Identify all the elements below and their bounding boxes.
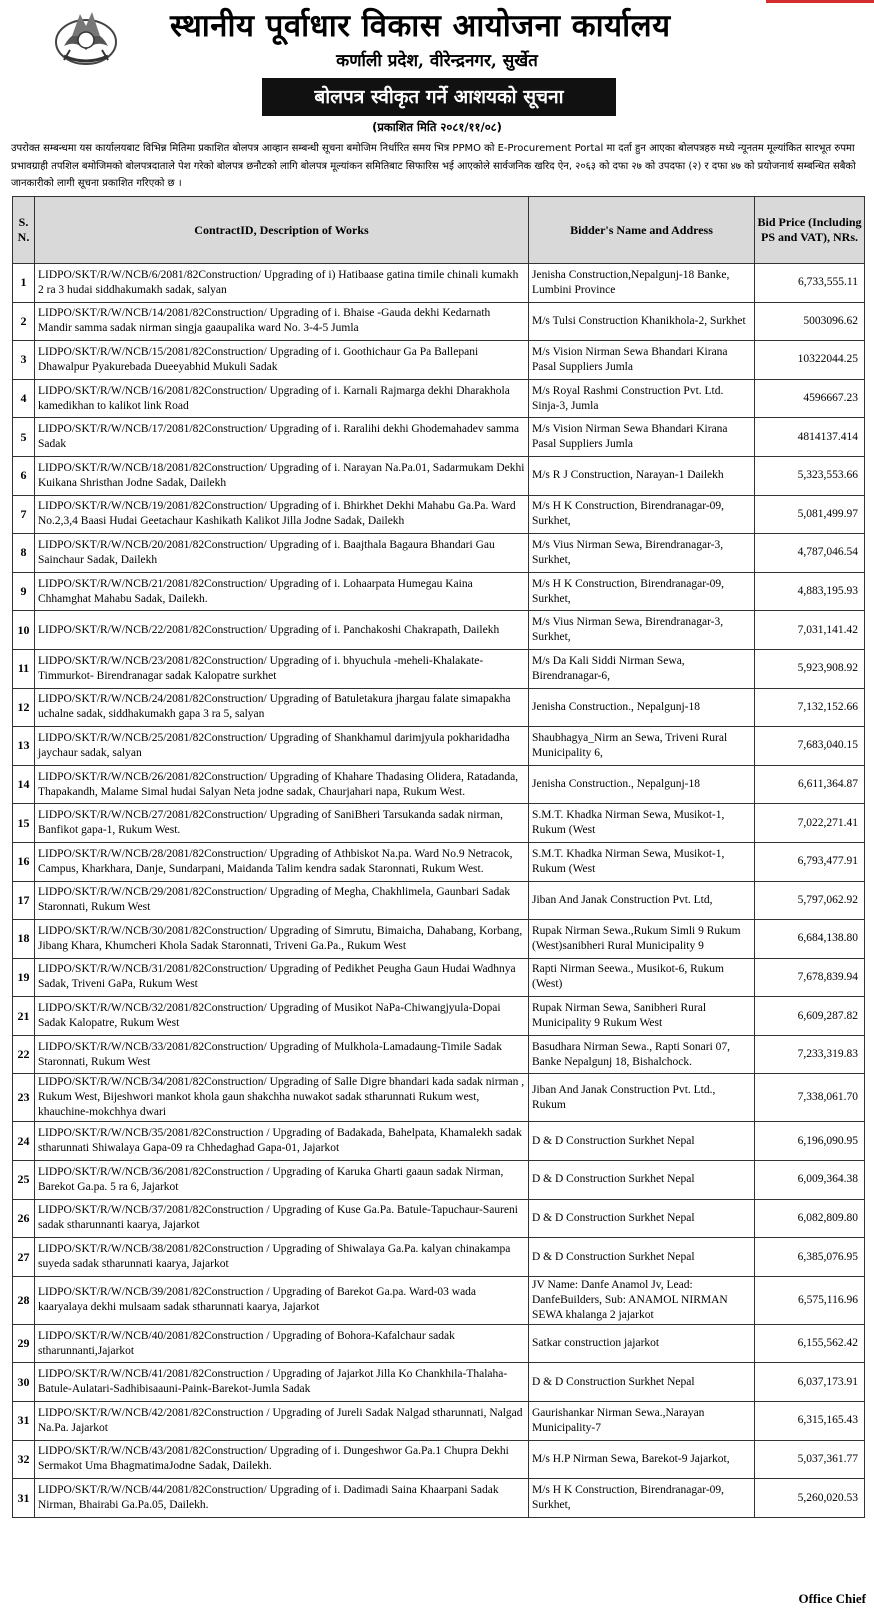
row-sn: 16	[13, 842, 35, 881]
row-bidder: M/s Vius Nirman Sewa, Birendranagar-3, Surkhet,	[529, 534, 755, 573]
row-sn: 7	[13, 495, 35, 534]
row-contract: LIDPO/SKT/R/W/NCB/16/2081/82Construction/ Upgrading of i. Karnali Rajmarga dekhi Dharakhola kamedikhan to kalikot link Road	[35, 379, 529, 418]
intro-paragraph: उपरोक्त सम्बन्धमा यस कार्यालयबाट विभिन्न मितिमा प्रकाशित बोलपत्र आव्हान सम्बन्धी सूचना बमोजिम निर्धारित समय भित्र PPMO को E-Procurement Portal मा दर्ता हुन आएका बोलपत्रहरु मध्ये न्यूनतम मूल्यांकित सारभूत रुपमा प्रभावग्राही तपशिल बमोजिमको बोलपत्रदाताले पेश गरेको बोलपत्र छनौटको लागि बोलपत्र मूल्यांकन समितिबाट सिफारिस भई आएकोले सार्वजनिक खरिद ऐन, २०६३ को दफा २७ को उपदफा (२) र दफा ४७ को प्रयोजनार्थ सम्बन्धित सबैको जानकारीको लागी सूचना प्रकाशित गरिएको छ ।	[11, 143, 856, 189]
row-contract: LIDPO/SKT/R/W/NCB/33/2081/82Construction/ Upgrading of Mulkhola-Lamadaung-Timile Sadak Staronnati, Rukum West	[35, 1035, 529, 1074]
row-bidder: Jiban And Janak Construction Pvt. Ltd., Rukum	[529, 1074, 755, 1122]
row-contract: LIDPO/SKT/R/W/NCB/21/2081/82Construction/ Upgrading of i. Lohaarpata Humegau Kaina Chhamghat Mahabu Sadak, Dailekh.	[35, 572, 529, 611]
row-price: 6,793,477.91	[755, 842, 865, 881]
row-price: 6,611,364.87	[755, 765, 865, 804]
row-sn: 8	[13, 534, 35, 573]
row-sn: 26	[13, 1199, 35, 1238]
row-contract: LIDPO/SKT/R/W/NCB/6/2081/82Construction/ Upgrading of i) Hatibaase gatina timile chinali kumakh 2 ra 3 hudai siddhakumakh sadak, salyan	[35, 264, 529, 303]
row-sn: 22	[13, 1035, 35, 1074]
row-sn: 9	[13, 572, 35, 611]
row-price: 5,323,553.66	[755, 456, 865, 495]
row-contract: LIDPO/SKT/R/W/NCB/37/2081/82Construction / Upgrading of Kuse Ga.Pa. Batule-Tapuchaur-Saureni sadak stharunnanti kaarya, Jajarkot	[35, 1199, 529, 1238]
row-sn: 11	[13, 649, 35, 688]
row-sn: 12	[13, 688, 35, 727]
row-sn: 17	[13, 881, 35, 920]
row-sn: 29	[13, 1324, 35, 1363]
row-bidder: D & D Construction Surkhet Nepal	[529, 1122, 755, 1161]
row-price: 6,155,562.42	[755, 1324, 865, 1363]
published-date: (प्रकाशित मिति २०८१/११/०८)	[372, 120, 502, 134]
row-contract: LIDPO/SKT/R/W/NCB/43/2081/82Construction/ Upgrading of i. Dungeshwor Ga.Pa.1 Chupra Dekhi Sermakot Uma BhagmatimaJodne Sadak, Dailekh.	[35, 1440, 529, 1479]
row-price: 7,132,152.66	[755, 688, 865, 727]
table-row	[13, 264, 865, 303]
row-sn: 10	[13, 611, 35, 650]
row-bidder: M/s Da Kali Siddi Nirman Sewa, Birendranagar-6,	[529, 649, 755, 688]
row-bidder: Rupak Nirman Sewa.,Rukum Simli 9 Rukum (West)sanibheri Rural Municipality 9	[529, 920, 755, 959]
row-price: 10322044.25	[755, 341, 865, 380]
row-price: 7,233,319.83	[755, 1035, 865, 1074]
header-sn: S. N.	[13, 197, 35, 264]
row-contract: LIDPO/SKT/R/W/NCB/17/2081/82Construction/ Upgrading of i. Raralihi dekhi Ghodemahadev samma Sadak	[35, 418, 529, 457]
row-contract: LIDPO/SKT/R/W/NCB/18/2081/82Construction/ Upgrading of i. Narayan Na.Pa.01, Sadarmukam Dekhi Kuikana Shristhan Jodne Sadak, Dailekh	[35, 456, 529, 495]
row-contract: LIDPO/SKT/R/W/NCB/39/2081/82Construction / Upgrading of Barekot Ga.pa. Ward-03 wada kaaryalaya dekhi mulsaam sadak stharunnati kaarya, Jajarkot	[35, 1276, 529, 1324]
row-sn: 28	[13, 1276, 35, 1324]
table-row	[13, 379, 865, 418]
table-row	[13, 302, 865, 341]
row-sn: 25	[13, 1161, 35, 1200]
row-bidder: Jenisha Construction,Nepalgunj-18 Banke, Lumbini Province	[529, 264, 755, 303]
row-bidder: Jenisha Construction., Nepalgunj-18	[529, 765, 755, 804]
row-sn: 32	[13, 1440, 35, 1479]
row-bidder: D & D Construction Surkhet Nepal	[529, 1199, 755, 1238]
row-price: 4596667.23	[755, 379, 865, 418]
row-bidder: Shaubhagya_Nirm an Sewa, Triveni Rural Municipality 6,	[529, 727, 755, 766]
row-contract: LIDPO/SKT/R/W/NCB/26/2081/82Construction/ Upgrading of Khahare Thadasing Olidera, Ratadanda, Thapakandh, Malame Simal hudai Salyan Neta jodne sadak, Chaurjahari napa, Rukum West.	[35, 765, 529, 804]
row-price: 7,678,839.94	[755, 958, 865, 997]
row-contract: LIDPO/SKT/R/W/NCB/20/2081/82Construction/ Upgrading of i. Baajthala Bagaura Bhandari Gau Sainchaur Sadak, Dailekh	[35, 534, 529, 573]
row-bidder: Jenisha Construction., Nepalgunj-18	[529, 688, 755, 727]
table-row	[13, 418, 865, 457]
row-price: 6,082,809.80	[755, 1199, 865, 1238]
office-chief-signature: Office Chief	[798, 1591, 866, 1606]
table-row	[13, 1074, 865, 1122]
row-price: 5,260,020.53	[755, 1479, 865, 1518]
row-bidder: S.M.T. Khadka Nirman Sewa, Musikot-1, Rukum (West	[529, 842, 755, 881]
row-sn: 18	[13, 920, 35, 959]
row-sn: 24	[13, 1122, 35, 1161]
table-row	[13, 842, 865, 881]
row-price: 7,338,061.70	[755, 1074, 865, 1122]
table-row	[13, 727, 865, 766]
row-contract: LIDPO/SKT/R/W/NCB/44/2081/82Construction/ Upgrading of i. Dadimadi Saina Khaarpani Sadak Nirman, Bhairabi Ga.Pa.05, Dailekh.	[35, 1479, 529, 1518]
row-contract: LIDPO/SKT/R/W/NCB/35/2081/82Construction / Upgrading of Badakada, Bahelpata, Khamalekh sadak stharunnati Shiwalaya Gapa-09 ra Chhedaghad Gapa-01, Jajarkot	[35, 1122, 529, 1161]
row-price: 7,031,141.42	[755, 611, 865, 650]
row-bidder: M/s H K Construction, Birendranagar-09, Surkhet,	[529, 572, 755, 611]
row-contract: LIDPO/SKT/R/W/NCB/34/2081/82Construction/ Upgrading of Salle Digre bhandari kada sadak nirman , Rukum West, Bijeshwori mankot khola gaun shakchha nuwakot sadak stharunnati Rukum west, khauchine-mokchhya dwari	[35, 1074, 529, 1122]
office-title: स्थानीय पूर्वाधार विकास आयोजना कार्यालय	[170, 8, 671, 44]
table-row	[13, 572, 865, 611]
row-sn: 30	[13, 1363, 35, 1402]
bid-results-table	[12, 196, 865, 1518]
table-row	[13, 456, 865, 495]
row-bidder: Gaurishankar Nirman Sewa.,Narayan Municipality-7	[529, 1402, 755, 1441]
row-contract: LIDPO/SKT/R/W/NCB/38/2081/82Construction / Upgrading of Shiwalaya Ga.Pa. kalyan chinakampa suyeda sadak stharunnati kaarya, Jajarkot	[35, 1238, 529, 1277]
row-contract: LIDPO/SKT/R/W/NCB/27/2081/82Construction/ Upgrading of SaniBheri Tarsukanda sadak nirman, Banfikot gapa-1, Rukum West.	[35, 804, 529, 843]
row-sn: 21	[13, 997, 35, 1036]
notice-header	[0, 0, 874, 132]
row-price: 4,883,195.93	[755, 572, 865, 611]
row-sn: 31	[13, 1402, 35, 1441]
row-contract: LIDPO/SKT/R/W/NCB/14/2081/82Construction/ Upgrading of i. Bhaise -Gauda dekhi Kedarnath Mandir samma sadak nirman singja gaaupalika ward No. 3-4-5 Jumla	[35, 302, 529, 341]
row-bidder: M/s Vision Nirman Sewa Bhandari Kirana Pasal Suppliers Jumla	[529, 418, 755, 457]
row-contract: LIDPO/SKT/R/W/NCB/19/2081/82Construction/ Upgrading of i. Bhirkhet Dekhi Mahabu Ga.Pa. Ward No.2,3,4 Baasi Hudai Geetachaur Kashikath Kalikot Jilla Jodne Sadak, Dailekh	[35, 495, 529, 534]
row-sn: 23	[13, 1074, 35, 1122]
row-bidder: Jiban And Janak Construction Pvt. Ltd,	[529, 881, 755, 920]
row-bidder: D & D Construction Surkhet Nepal	[529, 1363, 755, 1402]
table-row	[13, 958, 865, 997]
row-bidder: JV Name: Danfe Anamol Jv, Lead: DanfeBuilders, Sub: ANAMOL NIRMAN SEWA khalanga 2 jajarkot	[529, 1276, 755, 1324]
table-row	[13, 611, 865, 650]
row-sn: 27	[13, 1238, 35, 1277]
table-row	[13, 649, 865, 688]
header-bidder: Bidder's Name and Address	[529, 197, 755, 264]
row-contract: LIDPO/SKT/R/W/NCB/15/2081/82Construction/ Upgrading of i. Goothichaur Ga Pa Ballepani Dhawalpur Pyakurebada Dueeyabhid Mukuli Sadak	[35, 341, 529, 380]
table-row	[13, 765, 865, 804]
row-price: 6,009,364.38	[755, 1161, 865, 1200]
row-contract: LIDPO/SKT/R/W/NCB/23/2081/82Construction/ Upgrading of i. bhyuchula -meheli-Khalakate-Timmurkot- Birendranagar sadak Kalopatre surkhet	[35, 649, 529, 688]
row-price: 6,385,076.95	[755, 1238, 865, 1277]
table-row	[13, 1276, 865, 1324]
row-sn: 14	[13, 765, 35, 804]
table-row	[13, 804, 865, 843]
table-row	[13, 1440, 865, 1479]
row-price: 6,684,138.80	[755, 920, 865, 959]
row-sn: 4	[13, 379, 35, 418]
row-bidder: Rupak Nirman Sewa, Sanibheri Rural Municipality 9 Rukum West	[529, 997, 755, 1036]
table-row	[13, 1402, 865, 1441]
row-bidder: Satkar construction jajarkot	[529, 1324, 755, 1363]
row-bidder: M/s Royal Rashmi Construction Pvt. Ltd. Sinja-3, Jumla	[529, 379, 755, 418]
row-price: 7,683,040.15	[755, 727, 865, 766]
row-price: 6,315,165.43	[755, 1402, 865, 1441]
row-price: 5,797,062.92	[755, 881, 865, 920]
row-price: 5003096.62	[755, 302, 865, 341]
table-row	[13, 341, 865, 380]
row-bidder: S.M.T. Khadka Nirman Sewa, Musikot-1, Rukum (West	[529, 804, 755, 843]
row-price: 6,037,173.91	[755, 1363, 865, 1402]
header-contract: ContractID, Description of Works	[35, 197, 529, 264]
header-price: Bid Price (Including PS and VAT), NRs.	[755, 197, 865, 264]
row-bidder: M/s Vision Nirman Sewa Bhandari Kirana Pasal Suppliers Jumla	[529, 341, 755, 380]
row-bidder: M/s H.P Nirman Sewa, Barekot-9 Jajarkot,	[529, 1440, 755, 1479]
row-contract: LIDPO/SKT/R/W/NCB/30/2081/82Construction/ Upgrading of Simrutu, Bimaicha, Dahabang, Korbang, Jibang Khara, Khumcheri Khola Sadak Staronnati, Triveni Ga.Pa., Rukum West	[35, 920, 529, 959]
notice-title-banner: बोलपत्र स्वीकृत गर्ने आशयको सूचना	[262, 78, 616, 116]
row-contract: LIDPO/SKT/R/W/NCB/41/2081/82Construction / Upgrading of Jajarkot Jilla Ko Chankhila-Thalaha-Batule-Aulatari-Sadhibisaauni-Paink-Barekot-Jumla Sadak	[35, 1363, 529, 1402]
row-bidder: M/s H K Construction, Birendranagar-09, Surkhet,	[529, 1479, 755, 1518]
row-bidder: D & D Construction Surkhet Nepal	[529, 1238, 755, 1277]
row-sn: 1	[13, 264, 35, 303]
row-price: 6,609,287.82	[755, 997, 865, 1036]
row-bidder: M/s Vius Nirman Sewa, Birendranagar-3, Surkhet,	[529, 611, 755, 650]
row-sn: 6	[13, 456, 35, 495]
office-address: कर्णाली प्रदेश, वीरेन्द्रनगर, सुर्खेत	[336, 51, 538, 71]
row-price: 4814137.414	[755, 418, 865, 457]
row-contract: LIDPO/SKT/R/W/NCB/32/2081/82Construction/ Upgrading of Musikot NaPa-Chiwangjyula-Dopai Sadak Kalopatre, Rukum West	[35, 997, 529, 1036]
row-contract: LIDPO/SKT/R/W/NCB/25/2081/82Construction/ Upgrading of Shankhamul darimjyula pokharidadha jaychaur sadak, salyan	[35, 727, 529, 766]
row-bidder: D & D Construction Surkhet Nepal	[529, 1161, 755, 1200]
row-sn: 13	[13, 727, 35, 766]
row-price: 7,022,271.41	[755, 804, 865, 843]
table-row	[13, 881, 865, 920]
row-price: 5,923,908.92	[755, 649, 865, 688]
table-row	[13, 1238, 865, 1277]
row-contract: LIDPO/SKT/R/W/NCB/36/2081/82Construction / Upgrading of Karuka Gharti gaaun sadak Nirman, Barekot Ga.pa. 5 ra 6, Jajarkot	[35, 1161, 529, 1200]
row-bidder: Rapti Nirman Seewa., Musikot-6, Rukum (West)	[529, 958, 755, 997]
row-bidder: M/s H K Construction, Birendranagar-09, Surkhet,	[529, 495, 755, 534]
row-sn: 31	[13, 1479, 35, 1518]
row-contract: LIDPO/SKT/R/W/NCB/22/2081/82Construction/ Upgrading of i. Panchakoshi Chakrapath, Dailekh	[35, 611, 529, 650]
row-contract: LIDPO/SKT/R/W/NCB/28/2081/82Construction/ Upgrading of Athbiskot Na.pa. Ward No.9 Netracok, Campus, Kharkhara, Danje, Sundarpani, Maidanda Talim kendra sadak Staronnati, Rukum West.	[35, 842, 529, 881]
table-body	[13, 264, 865, 1518]
row-price: 5,037,361.77	[755, 1440, 865, 1479]
row-price: 6,733,555.11	[755, 264, 865, 303]
row-contract: LIDPO/SKT/R/W/NCB/29/2081/82Construction/ Upgrading of Megha, Chakhlimela, Gaunbari Sadak Staronnati, Rukum West	[35, 881, 529, 920]
table-row	[13, 997, 865, 1036]
row-price: 6,575,116.96	[755, 1276, 865, 1324]
table-row	[13, 1324, 865, 1363]
table-row	[13, 1199, 865, 1238]
row-bidder: M/s Tulsi Construction Khanikhola-2, Surkhet	[529, 302, 755, 341]
table-header-row	[13, 197, 865, 264]
row-contract: LIDPO/SKT/R/W/NCB/31/2081/82Construction/ Upgrading of Pedikhet Peugha Gaun Hudai Wadhnya Sadak, Triveni GaPa, Rukum West	[35, 958, 529, 997]
row-sn: 2	[13, 302, 35, 341]
table-row	[13, 1122, 865, 1161]
table-row	[13, 1035, 865, 1074]
row-bidder: Basudhara Nirman Sewa., Rapti Sonari 07, Banke Nepalgunj 18, Bishalchock.	[529, 1035, 755, 1074]
row-contract: LIDPO/SKT/R/W/NCB/40/2081/82Construction / Upgrading of Bohora-Kafalchaur sadak stharunnanti,Jajarkot	[35, 1324, 529, 1363]
row-sn: 5	[13, 418, 35, 457]
row-price: 6,196,090.95	[755, 1122, 865, 1161]
table-row	[13, 1479, 865, 1518]
table-row	[13, 920, 865, 959]
row-sn: 15	[13, 804, 35, 843]
row-sn: 19	[13, 958, 35, 997]
table-row	[13, 534, 865, 573]
table-row	[13, 495, 865, 534]
table-row	[13, 688, 865, 727]
row-contract: LIDPO/SKT/R/W/NCB/42/2081/82Construction / Upgrading of Jureli Sadak Nalgad stharunnati, Nalgad Na.Pa. Jajarkot	[35, 1402, 529, 1441]
row-bidder: M/s R J Construction, Narayan-1 Dailekh	[529, 456, 755, 495]
row-price: 5,081,499.97	[755, 495, 865, 534]
row-contract: LIDPO/SKT/R/W/NCB/24/2081/82Construction/ Upgrading of Batuletakura jhargau falate simapakha uchalne sadak, siddhakumakh gapa 3 ra 5, salyan	[35, 688, 529, 727]
row-sn: 3	[13, 341, 35, 380]
row-price: 4,787,046.54	[755, 534, 865, 573]
table-row	[13, 1363, 865, 1402]
table-row	[13, 1161, 865, 1200]
